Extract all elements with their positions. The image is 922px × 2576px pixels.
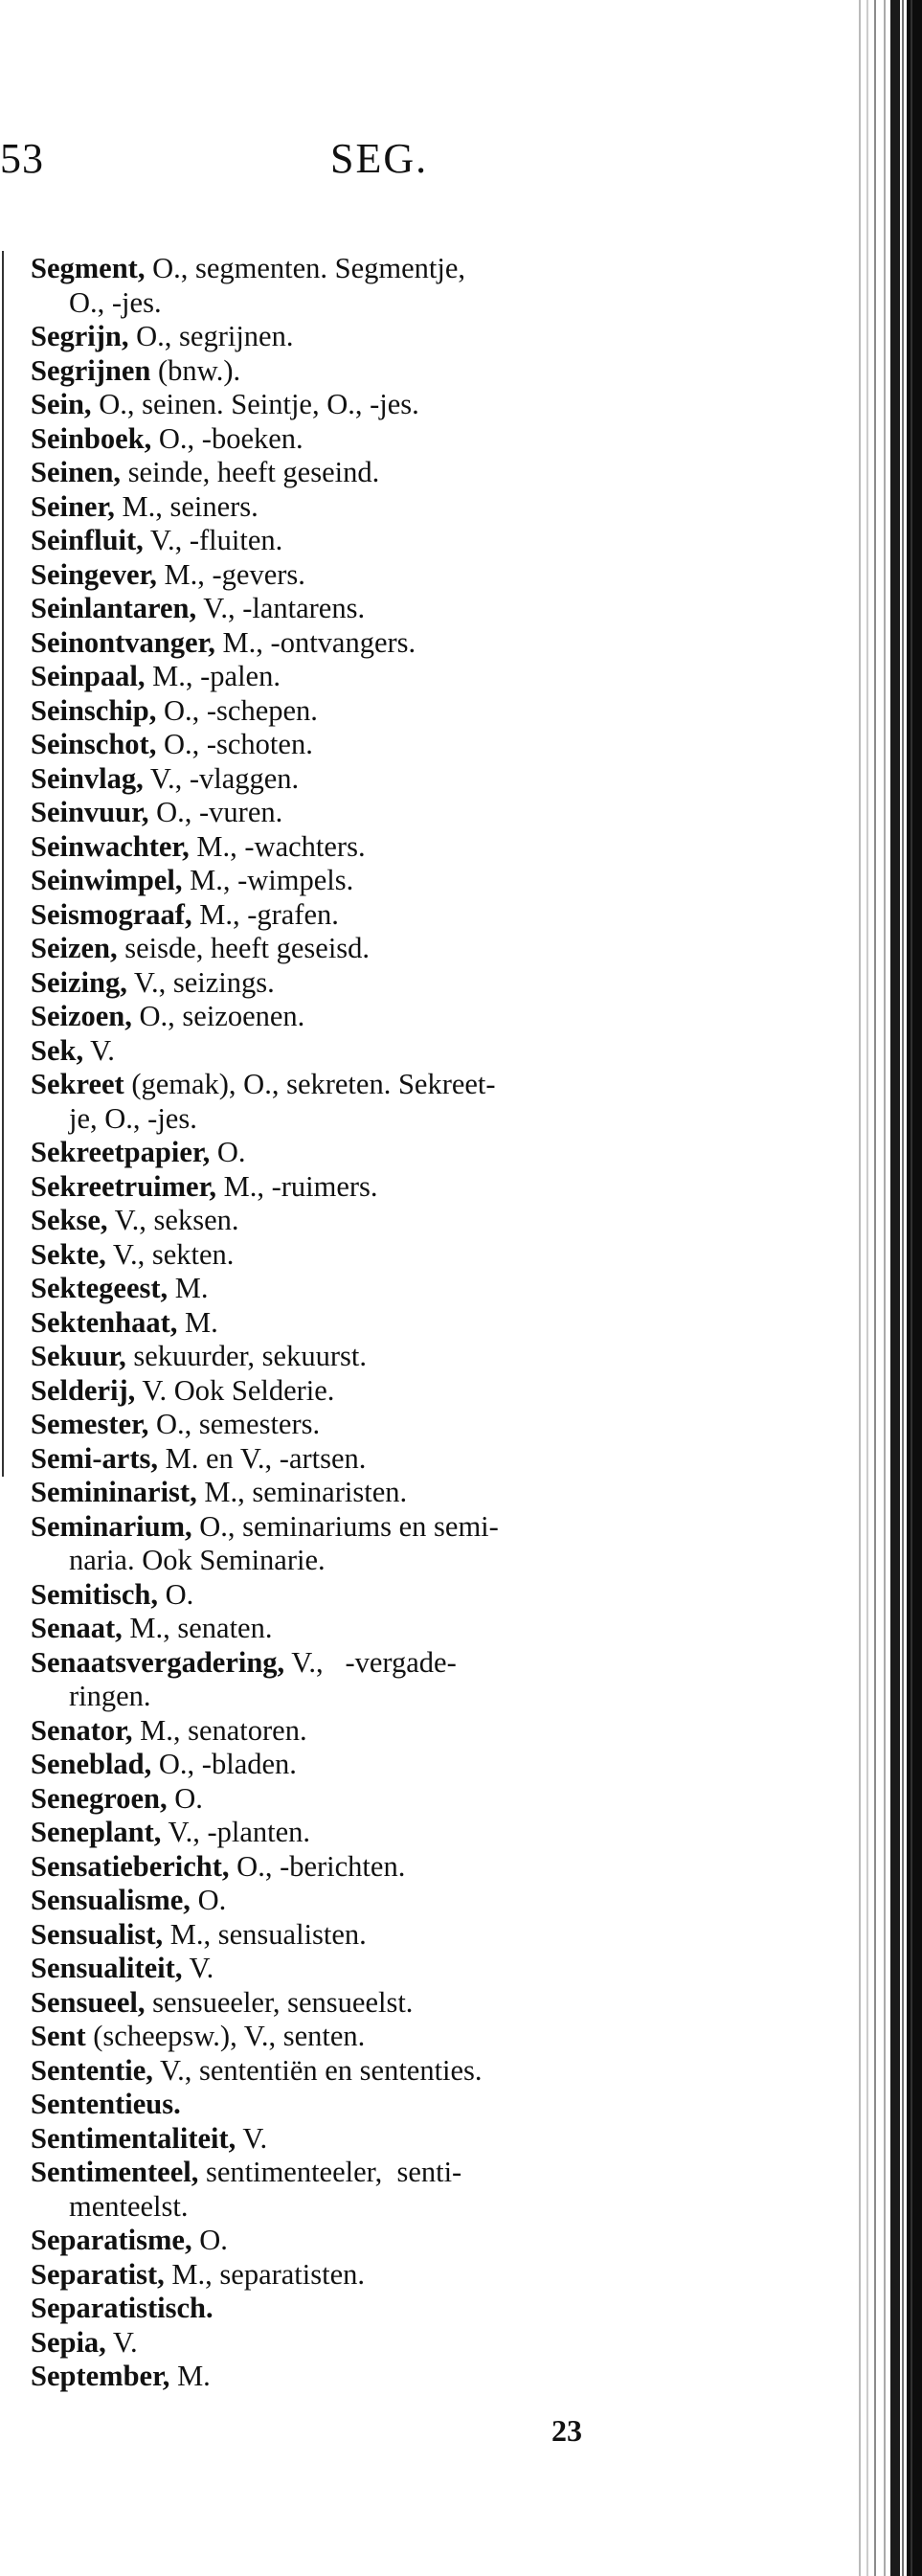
entry-headword: Semi-arts, bbox=[31, 1441, 158, 1475]
entry-definition: V., -lantarens. bbox=[196, 592, 366, 624]
dictionary-entry bbox=[31, 2326, 720, 2361]
entry-headword: September, bbox=[31, 2360, 170, 2392]
entry-definition: seisde, heeft geseisd. bbox=[117, 932, 371, 964]
entry-definition: O., seinen. Seintje, O., -jes. bbox=[91, 388, 419, 420]
dictionary-entry bbox=[31, 490, 720, 525]
entry-definition: (bnw.). bbox=[150, 353, 241, 387]
dictionary-entry bbox=[31, 2088, 720, 2122]
entry-definition: O. bbox=[190, 1884, 227, 1916]
dictionary-entry bbox=[31, 1816, 720, 1850]
dictionary-entry bbox=[31, 1748, 720, 1782]
entry-definition: seinde, heeft geseind. bbox=[121, 456, 380, 488]
entry-definition: V., seksen. bbox=[107, 1204, 239, 1236]
entry-definition: sensueeler, sensueelst. bbox=[145, 1985, 414, 2019]
entry-headword: Seinwachter, bbox=[31, 829, 190, 863]
entry-definition: O., -vuren. bbox=[148, 796, 283, 828]
entry-definition: O., semesters. bbox=[148, 1408, 321, 1440]
entry-headword: Seizoen, bbox=[31, 1000, 132, 1032]
signature-mark: 23 bbox=[551, 2413, 582, 2448]
entry-headword: Sepia, bbox=[31, 2325, 106, 2359]
entry-definition: O., seminariums en semi- bbox=[191, 1509, 499, 1543]
entry-headword: Segrijn, bbox=[31, 320, 129, 352]
dictionary-entry bbox=[31, 1306, 720, 1341]
dictionary-entry bbox=[31, 1272, 720, 1306]
entry-definition: (scheepsw.), V., senten. bbox=[85, 2020, 366, 2052]
entry-definition: (gemak), O., sekreten. Sekreet- bbox=[124, 1068, 496, 1100]
dictionary-entry bbox=[31, 1034, 720, 1069]
entry-definition: O. bbox=[191, 2224, 228, 2256]
entry-headword: Sekte, bbox=[31, 1237, 106, 1271]
entry-definition: M., sensualisten. bbox=[163, 1917, 367, 1951]
running-head: SEG. bbox=[330, 135, 429, 182]
entry-continuation bbox=[31, 1102, 720, 1137]
entry-headword: Sentimenteel, bbox=[31, 2156, 199, 2188]
entry-headword: Seinontvanger, bbox=[31, 625, 215, 659]
entry-definition: O., seizoenen. bbox=[131, 1000, 305, 1032]
entry-headword: Seismograaf, bbox=[31, 897, 192, 931]
entry-definition: V., -fluiten. bbox=[143, 524, 283, 556]
dictionary-entry bbox=[31, 354, 720, 389]
entry-headword: Sensualisme, bbox=[31, 1884, 191, 1916]
dictionary-entry bbox=[31, 694, 720, 729]
dictionary-entry bbox=[31, 592, 720, 626]
entry-headword: Seneblad, bbox=[31, 1748, 152, 1780]
dictionary-entry bbox=[31, 830, 720, 865]
entry-headword: Senator, bbox=[31, 1713, 133, 1747]
entry-definition: menteelst. bbox=[69, 2189, 189, 2223]
entry-headword: Sekse, bbox=[31, 1204, 108, 1236]
dictionary-entry bbox=[31, 1646, 720, 1681]
entry-continuation bbox=[31, 286, 720, 321]
entry-definition: O., segrijnen. bbox=[128, 320, 294, 352]
dictionary-entry bbox=[31, 1884, 720, 1918]
entry-headword: Seneplant, bbox=[31, 1816, 162, 1848]
entry-definition: O., -berichten. bbox=[229, 1849, 406, 1883]
dictionary-entry bbox=[31, 660, 720, 694]
dictionary-entry bbox=[31, 2360, 720, 2394]
entry-definition: V. Ook Selderie. bbox=[135, 1373, 335, 1407]
entry-headword: Sensatiebericht, bbox=[31, 1849, 230, 1883]
entry-definition: sentimenteeler, senti- bbox=[198, 2156, 462, 2188]
entry-headword: Sensualiteit, bbox=[31, 1952, 183, 1984]
entry-headword: Sensueel, bbox=[31, 1985, 146, 2019]
entry-headword: Sein, bbox=[31, 388, 92, 420]
entry-definition: O., -schoten. bbox=[156, 728, 313, 760]
entry-headword: Sententieus. bbox=[31, 2088, 181, 2120]
entry-definition: V., -planten. bbox=[161, 1816, 311, 1848]
entry-headword: Separatisme, bbox=[31, 2224, 192, 2256]
dictionary-entry bbox=[31, 1850, 720, 1885]
entry-headword: Seinvlag, bbox=[31, 761, 144, 795]
entry-headword: Separatistisch. bbox=[31, 2292, 214, 2324]
entry-definition: O. bbox=[158, 1577, 194, 1611]
dictionary-entry bbox=[31, 1782, 720, 1817]
entry-definition: M. bbox=[169, 2360, 211, 2392]
dictionary-entry bbox=[31, 1170, 720, 1205]
entry-definition: V., sekten. bbox=[105, 1237, 235, 1271]
dictionary-entry bbox=[31, 1986, 720, 2021]
entry-headword: Sektegeest, bbox=[31, 1272, 169, 1304]
dictionary-entry bbox=[31, 1918, 720, 1953]
entry-definition: M., seminaristen. bbox=[196, 1476, 408, 1508]
dictionary-entry bbox=[31, 932, 720, 966]
entry-headword: Seinboek, bbox=[31, 421, 152, 455]
entry-definition: V., sententiën en sententies. bbox=[152, 2053, 483, 2087]
entry-headword: Sent bbox=[31, 2020, 86, 2052]
entry-headword: Sekreet bbox=[31, 1068, 124, 1100]
entry-definition: O., -jes. bbox=[69, 285, 162, 319]
entry-headword: Semitisch, bbox=[31, 1577, 159, 1611]
entry-continuation bbox=[31, 1544, 720, 1578]
entry-definition: M., -ruimers. bbox=[215, 1169, 378, 1203]
dictionary-entry bbox=[31, 1136, 720, 1170]
entry-headword: Seinfluit, bbox=[31, 524, 144, 556]
entry-headword: Senegroen, bbox=[31, 1781, 168, 1815]
dictionary-entry bbox=[31, 1000, 720, 1034]
entry-headword: Sekreetruimer, bbox=[31, 1169, 216, 1203]
page-number: 53 bbox=[0, 135, 44, 182]
dictionary-entry bbox=[31, 524, 720, 558]
dictionary-entry bbox=[31, 966, 720, 1001]
entry-headword: Semester, bbox=[31, 1408, 149, 1440]
dictionary-entry bbox=[31, 2122, 720, 2157]
column-rule bbox=[2, 251, 4, 1477]
entry-definition: V. bbox=[182, 1952, 214, 1984]
entry-headword: Sekreetpapier, bbox=[31, 1136, 211, 1168]
entry-continuation bbox=[31, 2190, 720, 2225]
dictionary-entry bbox=[31, 1408, 720, 1442]
entry-definition: O. bbox=[167, 1781, 203, 1815]
dictionary-entry bbox=[31, 1510, 720, 1545]
entry-continuation bbox=[31, 1680, 720, 1714]
entry-definition: V. bbox=[236, 2121, 268, 2155]
dictionary-entry bbox=[31, 1476, 720, 1510]
entry-definition: M. bbox=[168, 1272, 209, 1304]
entry-headword: Sentimentaliteit, bbox=[31, 2121, 236, 2155]
entry-definition: ringen. bbox=[69, 1680, 151, 1712]
entry-definition: M. en V., -artsen. bbox=[157, 1441, 367, 1475]
entry-definition: V. bbox=[105, 2325, 138, 2359]
dictionary-entry bbox=[31, 626, 720, 661]
binding-edge bbox=[852, 0, 922, 2576]
entry-headword: Sek, bbox=[31, 1033, 84, 1067]
dictionary-entry bbox=[31, 1578, 720, 1613]
entry-definition: V. bbox=[83, 1033, 115, 1067]
dictionary-entry bbox=[31, 1374, 720, 1409]
entry-definition: M., -palen. bbox=[145, 660, 281, 692]
entry-headword: Separatist, bbox=[31, 2257, 165, 2291]
entry-headword: Segment, bbox=[31, 252, 146, 284]
entry-definition: M., -wachters. bbox=[189, 829, 366, 863]
entry-definition: O. bbox=[210, 1136, 246, 1168]
entry-headword: Seinlantaren, bbox=[31, 592, 197, 624]
entry-headword: Seinpaal, bbox=[31, 660, 146, 692]
entry-headword: Seizen, bbox=[31, 932, 118, 964]
dictionary-entry bbox=[31, 1238, 720, 1273]
entry-definition: je, O., -jes. bbox=[69, 1101, 197, 1135]
entry-definition: naria. Ook Seminarie. bbox=[69, 1544, 326, 1576]
dictionary-entry bbox=[31, 558, 720, 593]
entry-headword: Sekuur, bbox=[31, 1340, 126, 1372]
entry-headword: Semininarist, bbox=[31, 1476, 197, 1508]
entry-definition: M., senaten. bbox=[122, 1612, 273, 1644]
dictionary-entry bbox=[31, 728, 720, 762]
dictionary-entry bbox=[31, 1612, 720, 1646]
dictionary-entry bbox=[31, 2224, 720, 2258]
entry-headword: Senaatsvergadering, bbox=[31, 1645, 285, 1679]
entry-definition: M., -grafen. bbox=[191, 897, 339, 931]
entry-headword: Seminarium, bbox=[31, 1509, 192, 1543]
dictionary-entry bbox=[31, 456, 720, 490]
dictionary-entry bbox=[31, 388, 720, 422]
dictionary-entry bbox=[31, 2258, 720, 2293]
dictionary-entry bbox=[31, 1068, 720, 1102]
entry-definition: O., -bladen. bbox=[151, 1748, 297, 1780]
entry-headword: Segrijnen bbox=[31, 353, 151, 387]
entry-headword: Seingever, bbox=[31, 557, 157, 591]
entry-headword: Sententie, bbox=[31, 2053, 153, 2087]
entry-definition: V., -vlaggen. bbox=[143, 761, 300, 795]
entry-headword: Seinwimpel, bbox=[31, 864, 183, 896]
entry-definition: O., segmenten. Segmentje, bbox=[145, 252, 466, 284]
dictionary-entry bbox=[31, 2292, 720, 2326]
dictionary-entry bbox=[31, 864, 720, 898]
entry-headword: Seizing, bbox=[31, 965, 127, 999]
entry-definition: M., -ontvangers. bbox=[214, 625, 416, 659]
entry-headword: Seinen, bbox=[31, 456, 122, 488]
entry-definition: O., -boeken. bbox=[151, 421, 304, 455]
dictionary-entry bbox=[31, 252, 720, 286]
entry-definition: M., senatoren. bbox=[132, 1713, 307, 1747]
entry-definition: V., -vergade- bbox=[284, 1645, 457, 1679]
dictionary-entry bbox=[31, 1714, 720, 1749]
entry-definition: M., separatisten. bbox=[164, 2257, 366, 2291]
entry-definition: M., seiners. bbox=[114, 489, 259, 523]
dictionary-entry bbox=[31, 762, 720, 797]
dictionary-entry bbox=[31, 1952, 720, 1986]
dictionary-entry bbox=[31, 1340, 720, 1374]
dictionary-entry bbox=[31, 1442, 720, 1477]
dictionary-entry bbox=[31, 2020, 720, 2054]
entry-definition: V., seizings. bbox=[126, 965, 275, 999]
entry-headword: Senaat, bbox=[31, 1612, 123, 1644]
entry-headword: Seinvuur, bbox=[31, 796, 149, 828]
entry-definition: M., -wimpels. bbox=[182, 864, 354, 896]
entry-definition: sekuurder, sekuurst. bbox=[125, 1340, 367, 1372]
dictionary-entry bbox=[31, 898, 720, 933]
entry-headword: Sektenhaat, bbox=[31, 1305, 178, 1339]
entry-headword: Seiner, bbox=[31, 489, 115, 523]
entry-definition: M., -gevers. bbox=[156, 557, 305, 591]
entry-headword: Sensualist, bbox=[31, 1917, 164, 1951]
dictionary-entries bbox=[31, 252, 720, 2394]
entry-headword: Selderij, bbox=[31, 1373, 136, 1407]
dictionary-entry bbox=[31, 320, 720, 354]
dictionary-entry bbox=[31, 796, 720, 830]
entry-headword: Seinschot, bbox=[31, 728, 157, 760]
dictionary-entry bbox=[31, 422, 720, 457]
entry-definition: M. bbox=[177, 1305, 218, 1339]
dictionary-entry bbox=[31, 2054, 720, 2089]
dictionary-entry bbox=[31, 2156, 720, 2190]
dictionary-entry bbox=[31, 1204, 720, 1238]
entry-headword: Seinschip, bbox=[31, 693, 157, 727]
entry-definition: O., -schepen. bbox=[156, 693, 318, 727]
